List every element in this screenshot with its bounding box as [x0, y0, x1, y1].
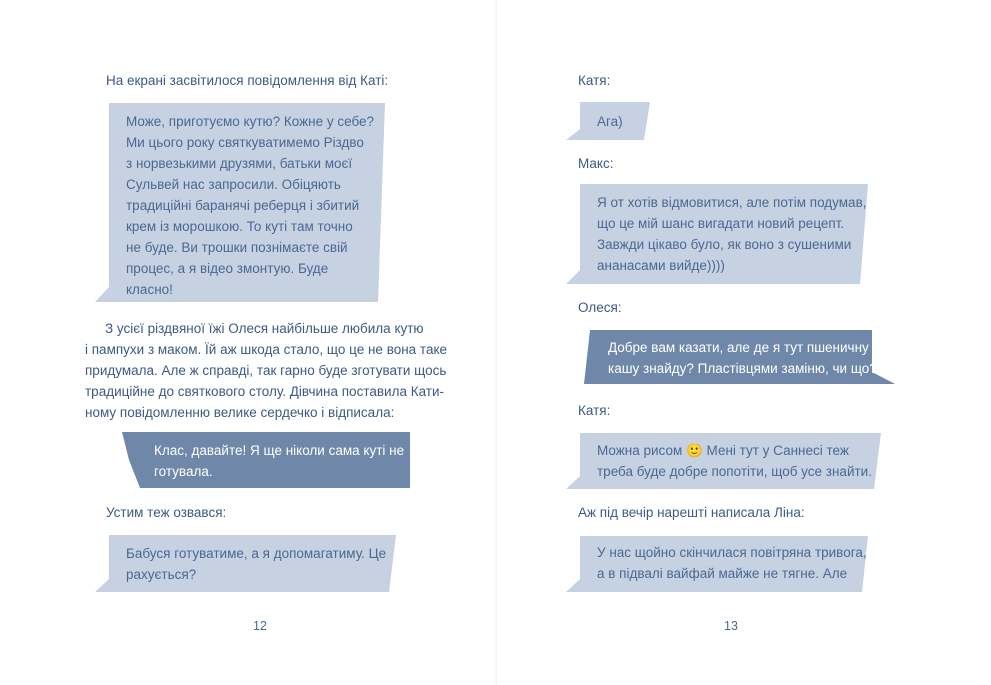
olesia-reply-bubble	[122, 432, 412, 488]
katya-message-text: Може, приготуємо кутю? Кожне у себе? Ми цього року святкуватимемо Різдво з норвезькими друзями, батьки моєї Сульвей нас запросили. Обіцяють традиційні баранячі реберця і збитий крем із морошкою. То куті там точно не буде. Ви трошки познімаєте свій процес, а я відео змонтую. Буде класно!	[126, 114, 375, 297]
lina-message-bubble	[566, 536, 868, 592]
katya-label: Катя:	[578, 73, 611, 88]
intro-text: На екрані засвітилося повідомлення від Каті:	[106, 73, 389, 88]
left-page	[0, 0, 495, 685]
maks-label: Макс:	[578, 156, 614, 171]
olesia-message-bubble	[584, 330, 895, 384]
olesia-label: Олеся:	[578, 300, 622, 315]
page-number: 12	[253, 619, 267, 633]
maks-message-text: Я от хотів відмовитися, але потім подумав, що це мій шанс вигадати новий рецепт. Завжди цікаво було, як воно з сушеними ананасами вийде))))	[597, 195, 867, 273]
katya-message-text-2: Можна рисом 🙂 Мені тут у Саннесі теж треба буде добре попотіти, щоб усе знайти.	[597, 443, 872, 479]
katya-message-bubble	[566, 102, 650, 140]
katya-message-text: Ага)	[597, 114, 623, 129]
katya-message-bubble-2	[566, 433, 881, 489]
page-number: 13	[724, 619, 738, 633]
ustym-label: Устим теж озвався:	[106, 505, 227, 520]
katya-label-2: Катя:	[578, 403, 611, 418]
narration-paragraph: З усієї різдвяної їжі Олеся найбільше любила кутю і пампухи з маком. Їй аж шкода стало, що це не вона таке придумала. Але ж справді, так гарно буде зготувати щось традиційне до святкового столу. Дівчина поставила Кати- ному повідомленню велике сердечко і відписала:	[85, 321, 448, 420]
ustym-message-bubble	[95, 535, 396, 592]
katya-message-bubble	[95, 103, 385, 302]
right-page	[496, 0, 991, 685]
lina-intro: Аж під вечір нарешті написала Ліна:	[578, 505, 805, 520]
lina-message-text: У нас щойно скінчилася повітряна тривога, а в підвалі вайфай майже не тягне. Але	[597, 545, 867, 581]
maks-message-bubble	[566, 184, 868, 284]
ustym-message-text: Бабуся готуватиме, а я допомагатиму. Це рахується?	[126, 546, 387, 582]
olesia-reply-text: Клас, давайте! Я ще ніколи сама куті не готувала.	[154, 443, 405, 479]
olesia-message-text: Добре вам казати, але де я тут пшеничну кашу знайду? Пластівцями заміню, чи що?	[608, 340, 877, 376]
